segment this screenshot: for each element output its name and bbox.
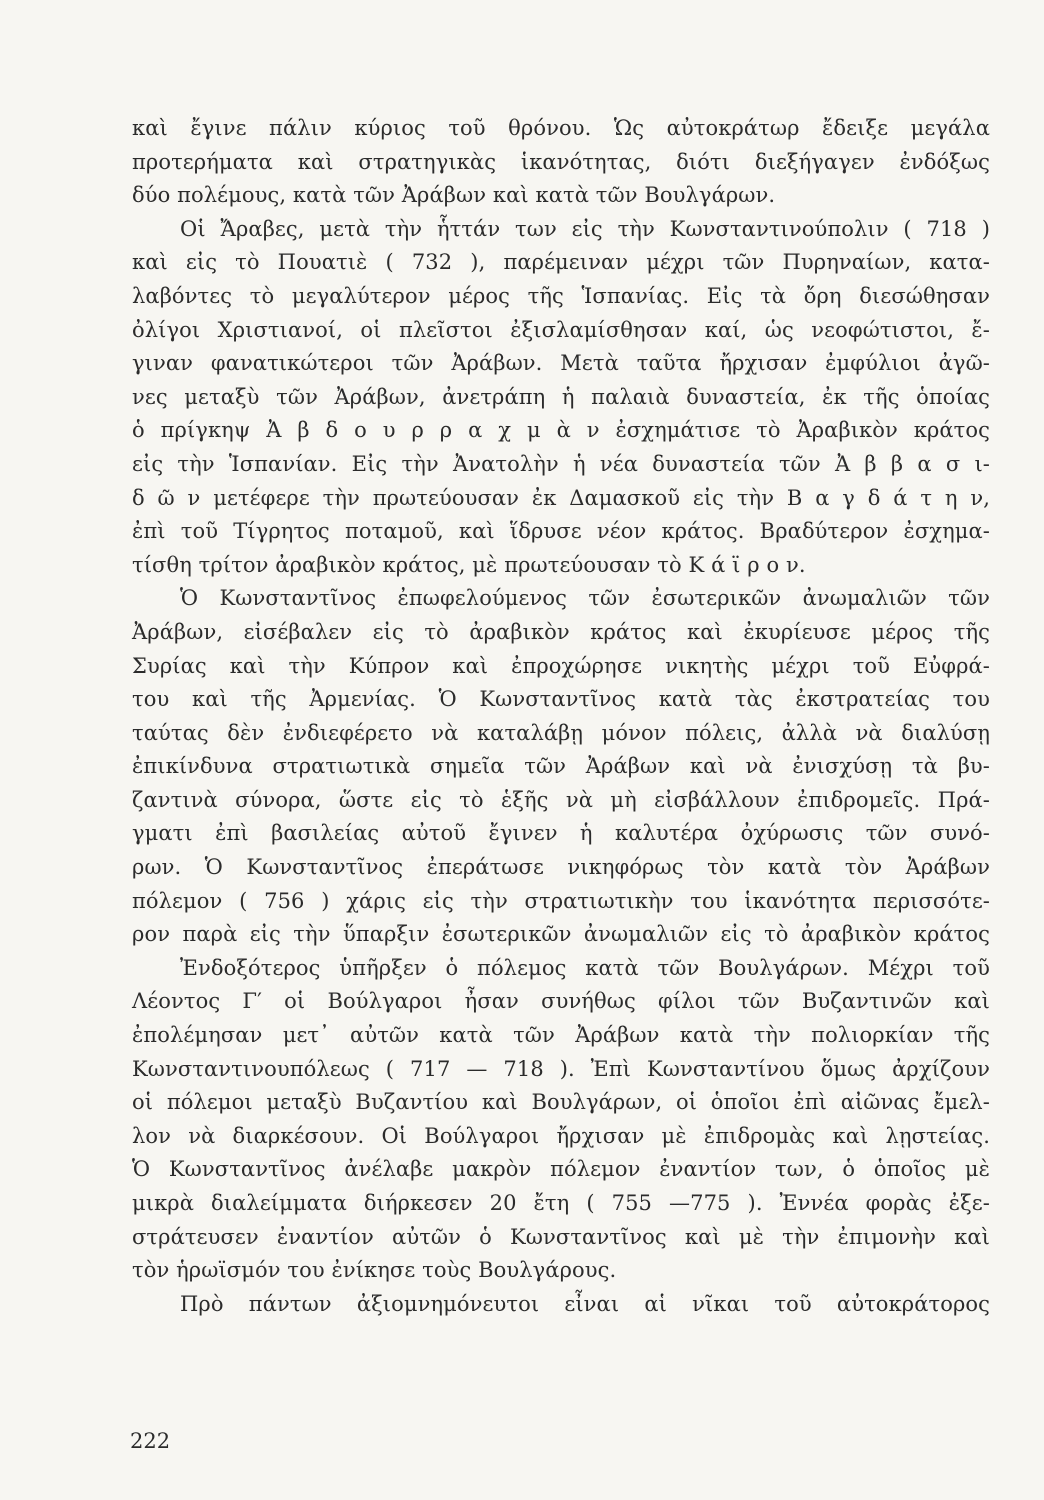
text-line: του καὶ τῆς Ἀρμενίας. Ὁ Κωνσταντῖνος κατὰ τὰς ἐκστρατείας του	[132, 687, 990, 712]
paragraph-5	[132, 1288, 990, 1322]
text-line: ζαντινὰ σύνορα, ὥστε εἰς τὸ ἑξῆς νὰ μὴ εἰσβάλλουν ἐπιδρομεῖς. Πρά-	[132, 787, 990, 812]
text-line: καὶ εἰς τὸ Πουατιὲ ( 732 ), παρέμειναν μέχρι τῶν Πυρηναίων, κατα-	[132, 250, 990, 275]
text-line: καὶ ἔγινε πάλιν κύριος τοῦ θρόνου. Ὡς αὐτοκράτωρ ἔδειξε μεγάλα	[132, 116, 990, 140]
text-line: Κωνσταντινουπόλεως ( 717 — 718 ). Ἐπὶ Κωνσταντίνου ὅμως ἀρχίζουν	[132, 1056, 990, 1081]
text-line: Πρὸ πάντων ἀξιομνημόνευτοι εἶναι αἱ νῖκαι τοῦ αὐτοκράτορος	[180, 1291, 990, 1316]
paragraph-3	[132, 582, 990, 952]
text-line: Λέοντος Γ′ οἱ Βούλγαροι ἦσαν συνήθως φίλοι τῶν Βυζαντινῶν καὶ	[132, 989, 990, 1014]
text-line: Οἱ Ἄραβες, μετὰ τὴν ἧττάν των εἰς τὴν Κωνσταντινούπολιν ( 718 )	[180, 216, 990, 241]
text-line: τίσθη τρίτον ἀραβικὸν κράτος, μὲ πρωτεύουσαν τὸ Κ ά ϊ ρ ο ν.	[132, 552, 806, 577]
text-line: γματι ἐπὶ βασιλείας αὐτοῦ ἔγινεν ἡ καλυτέρα ὀχύρωσις τῶν συνό-	[132, 821, 990, 846]
text-line: ὁ πρίγκηψ Ἀ β δ ο υ ρ ρ α χ μ ὰ ν ἐσχημάτισε τὸ Ἀραβικὸν κράτος	[132, 418, 990, 443]
text-line: ρων. Ὁ Κωνσταντῖνος ἐπεράτωσε νικηφόρως τὸν κατὰ τὸν Ἀράβων	[132, 855, 990, 880]
text-line: Συρίας καὶ τὴν Κύπρον καὶ ἐπροχώρησε νικητὴς μέχρι τοῦ Εὐφρά-	[132, 653, 990, 678]
paragraph-1	[132, 112, 990, 213]
text-line: προτερήματα καὶ στρατηγικὰς ἱκανότητας, διότι διεξήγαγεν ἐνδόξως	[132, 149, 990, 174]
text-line: δ ῶ ν μετέφερε τὴν πρωτεύουσαν ἐκ Δαμασκοῦ εἰς τὴν Β α γ δ ά τ η ν,	[132, 485, 990, 510]
text-line: Ἐνδοξότερος ὑπῆρξεν ὁ πόλεμος κατὰ τῶν Βουλγάρων. Μέχρι τοῦ	[180, 955, 990, 980]
text-line: πόλεμον ( 756 ) χάρις εἰς τὴν στρατιωτικὴν του ἱκανότητα περισσότε-	[132, 888, 990, 913]
text-line: ρον παρὰ εἰς τὴν ὕπαρξιν ἐσωτερικῶν ἀνωμαλιῶν εἰς τὸ ἀραβικὸν κράτος	[132, 922, 990, 947]
text-line: γιναν φανατικώτεροι τῶν Ἀράβων. Μετὰ ταῦτα ἤρχισαν ἐμφύλιοι ἀγῶ-	[132, 351, 990, 376]
page-number: 222	[130, 1429, 171, 1453]
body-text	[132, 112, 990, 1321]
text-line: Ὁ Κωνσταντῖνος ἐπωφελούμενος τῶν ἐσωτερικῶν ἀνωμαλιῶν τῶν	[180, 586, 990, 611]
text-line: Ὁ Κωνσταντῖνος ἀνέλαβε μακρὸν πόλεμον ἐναντίον των, ὁ ὁποῖος μὲ	[132, 1157, 990, 1182]
text-line: λον νὰ διαρκέσουν. Οἱ Βούλγαροι ἤρχισαν μὲ ἐπιδρομὰς καὶ λῃστείας.	[132, 1123, 990, 1148]
text-line: εἰς τὴν Ἱσπανίαν. Εἰς τὴν Ἀνατολὴν ἡ νέα δυναστεία τῶν Ἀ β β α σ ι-	[132, 451, 990, 476]
text-line: ἐπὶ τοῦ Τίγρητος ποταμοῦ, καὶ ἵδρυσε νέον κράτος. Βραδύτερον ἐσχημα-	[132, 519, 990, 544]
text-line: ἐπικίνδυνα στρατιωτικὰ σημεῖα τῶν Ἀράβων καὶ νὰ ἐνισχύσῃ τὰ βυ-	[132, 754, 990, 779]
text-line: δύο πολέμους, κατὰ τῶν Ἀράβων καὶ κατὰ τῶν Βουλγάρων.	[132, 183, 776, 208]
text-line: στράτευσεν ἐναντίον αὐτῶν ὁ Κωνσταντῖνος καὶ μὲ τὴν ἐπιμονὴν καὶ	[132, 1224, 990, 1249]
paragraph-4	[132, 952, 990, 1288]
text-line: τὸν ἡρωϊσμόν του ἐνίκησε τοὺς Βουλγάρους.	[132, 1258, 617, 1283]
text-line: νες μεταξὺ τῶν Ἀράβων, ἀνετράπη ἡ παλαιὰ δυναστεία, ἐκ τῆς ὁποίας	[132, 384, 990, 409]
text-line: ταύτας δὲν ἐνδιεφέρετο νὰ καταλάβῃ μόνον πόλεις, ἀλλὰ νὰ διαλύσῃ	[132, 720, 990, 745]
text-line: λαβόντες τὸ μεγαλύτερον μέρος τῆς Ἱσπανίας. Εἰς τὰ ὄρη διεσώθησαν	[132, 283, 990, 308]
text-line: ὀλίγοι Χριστιανοί, οἱ πλεῖστοι ἐξισλαμίσθησαν καί, ὡς νεοφώτιστοι, ἔ-	[132, 317, 990, 342]
paragraph-2	[132, 213, 990, 583]
text-line: οἱ πόλεμοι μεταξὺ Βυζαντίου καὶ Βουλγάρων, οἱ ὁποῖοι ἐπὶ αἰῶνας ἔμελ-	[132, 1090, 990, 1115]
text-line: μικρὰ διαλείμματα διήρκεσεν 20 ἔτη ( 755 —775 ). Ἐννέα φορὰς ἐξε-	[132, 1191, 990, 1215]
text-line: Ἀράβων, εἰσέβαλεν εἰς τὸ ἀραβικὸν κράτος καὶ ἐκυρίευσε μέρος τῆς	[132, 619, 990, 644]
text-line: ἐπολέμησαν μετ᾽ αὐτῶν κατὰ τῶν Ἀράβων κατὰ τὴν πολιορκίαν τῆς	[132, 1023, 990, 1048]
